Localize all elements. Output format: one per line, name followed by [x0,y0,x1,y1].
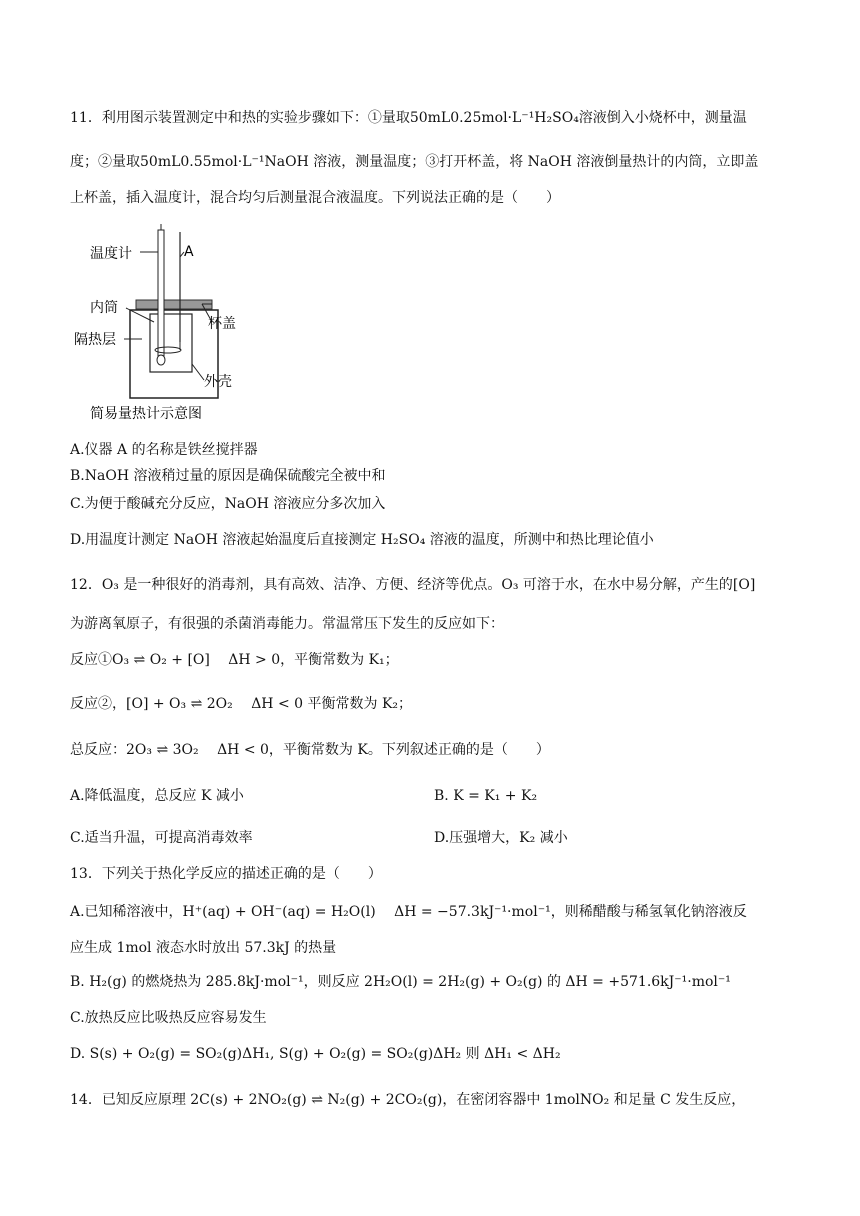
q13-option-b: B. H₂(g) 的燃烧热为 285.8kJ·mol⁻¹，则反应 2H₂O(l) = 2H₂(g) + O₂(g) 的 ΔH = +571.6kJ⁻¹·mol⁻¹ [70,974,731,990]
calorimeter-diagram [74,222,278,422]
thermometer-bulb [157,355,165,365]
q11-line3: 上杯盖，插入温度计，混合均匀后测量混合液温度。下列说法正确的是（ ） [70,190,560,206]
label-lid: 杯盖 [208,316,236,332]
q12-reaction-1: 反应①O₃ ⇌ O₂ + [O] ΔH > 0，平衡常数为 K₁； [70,652,399,668]
q12-line1: 12．O₃ 是一种很好的消毒剂，具有高效、洁净、方便、经济等优点。O₃ 可溶于水，在水中易分解，产生的[O] [70,577,756,593]
q11-option-a: A.仪器 A 的名称是铁丝搅拌器 [70,442,258,458]
cup-lid [136,300,212,309]
q12-option-a: A.降低温度，总反应 K 减小 [70,788,244,804]
q13-stem: 13．下列关于热化学反应的描述正确的是（ ） [70,866,382,882]
q12-reaction-total: 总反应：2O₃ ⇌ 3O₂ ΔH < 0，平衡常数为 K。下列叙述正确的是（ ） [70,742,550,758]
thermometer [158,230,164,358]
q11-option-c: C.为便于酸碱充分反应，NaOH 溶液应分多次加入 [70,496,386,512]
q12-option-c: C.适当升温，可提高消毒效率 [70,830,253,846]
q11-line1: 11．利用图示装置测定中和热的实验步骤如下：①量取50mL0.25mol·L⁻¹H₂SO₄溶液倒入小烧杯中，测量温 [70,110,747,126]
label-outer-shell: 外壳 [204,374,232,390]
q12-line2: 为游离氧原子，有很强的杀菌消毒能力。常温常压下发生的反应如下： [70,616,504,632]
q13-option-a-line1: A.已知稀溶液中，H⁺(aq) + OH⁻(aq) = H₂O(l) ΔH = −57.3kJ⁻¹·mol⁻¹，则稀醋酸与稀氢氧化钠溶液反 [70,904,747,920]
q14-line1: 14．已知反应原理 2C(s) + 2NO₂(g) ⇌ N₂(g) + 2CO₂(g)，在密闭容器中 1molNO₂ 和足量 C 发生反应， [70,1092,746,1108]
label-A: A [184,244,194,260]
q11-line2: 度；②量取50mL0.55mol·L⁻¹NaOH 溶液，测量温度；③打开杯盖，将 NaOH 溶液倒量热计的内筒，立即盖 [70,154,759,170]
q12-option-d: D.压强增大，K₂ 减小 [434,830,568,846]
label-inner-cup: 内筒 [90,300,118,316]
q13-option-d: D. S(s) + O₂(g) = SO₂(g)ΔH₁, S(g) + O₂(g) = SO₂(g)ΔH₂ 则 ΔH₁ < ΔH₂ [70,1046,561,1062]
q11-option-d: D.用温度计测定 NaOH 溶液起始温度后直接测定 H₂SO₄ 溶液的温度，所测中和热比理论值小 [70,532,654,548]
label-thermometer: 温度计 [90,246,132,262]
label-insulation: 隔热层 [74,332,116,348]
calorimeter-figure [74,222,278,422]
q12-option-b: B. K = K₁ + K₂ [434,788,538,804]
q12-reaction-2: 反应②，[O] + O₃ ⇌ 2O₂ ΔH < 0 平衡常数为 K₂； [70,696,413,712]
q13-option-c: C.放热反应比吸热反应容易发生 [70,1010,267,1026]
inner-cup [150,314,192,372]
q11-option-b: B.NaOH 溶液稍过量的原因是确保硫酸完全被中和 [70,468,386,484]
figure-caption: 简易量热计示意图 [90,406,202,422]
q13-option-a-line2: 应生成 1mol 液态水时放出 57.3kJ 的热量 [70,940,337,956]
